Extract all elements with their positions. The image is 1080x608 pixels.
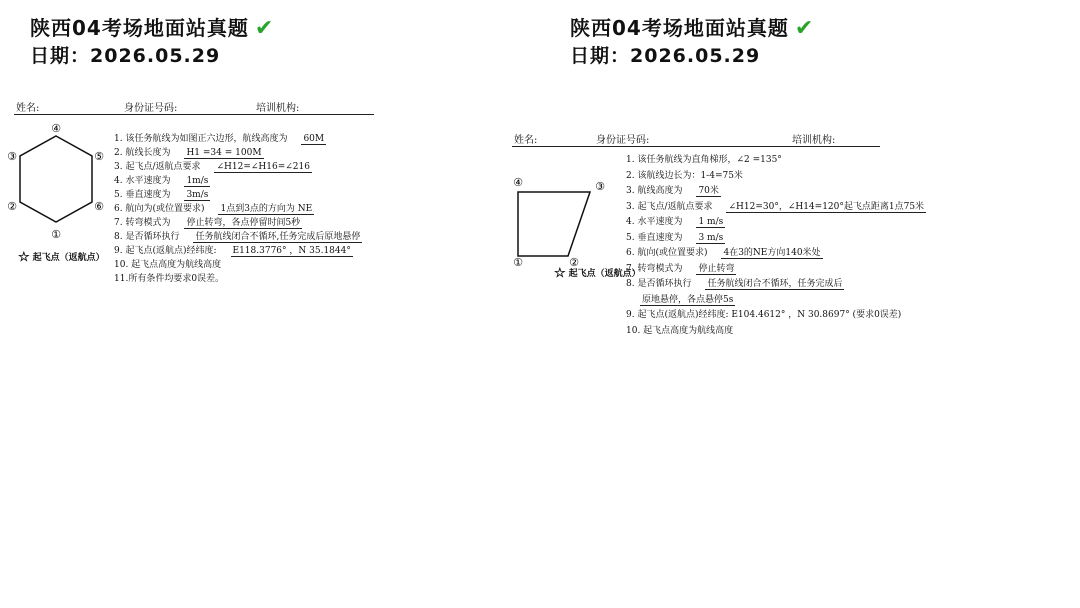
item-value: 60M [303,134,325,144]
item-value: 4在3的NE方向140米处 [723,248,821,258]
item-text: 5. 垂直速度为 [114,190,171,200]
training-org-label: 培训机构: [256,103,300,114]
list-item [626,277,926,293]
list-item [626,262,926,278]
item-text: 2. 该航线边长为：1-4=75米 [626,170,743,181]
point-label-1: ① [51,228,61,241]
list-item [626,324,926,340]
point-label-4: ④ [513,176,523,189]
right-exam-sheet [513,0,1080,608]
point-label-4: ④ [51,122,61,135]
item-text: 9. 起飞点(返航点)经纬度: E104.4612° ，N 30.8697° (要求0误差) [626,310,902,320]
list-item [114,174,362,188]
list-item [114,146,362,160]
item-value: 停止转弯 [698,263,735,274]
hexagon-diagram [0,118,120,242]
item-text: 2. 航线长度为 [114,148,171,158]
list-item [626,184,926,200]
item-text: 6. 航向为(或位置要求) [114,204,205,214]
list-item [626,246,926,262]
item-text: 8. 是否循环执行 [114,232,180,242]
item-value: 任务航线闭合不循环,任务完成后原地悬停 [195,232,361,242]
point-label-2: ② [569,256,579,269]
item-text: 9. 起飞点(返航点)经纬度: [114,246,217,256]
list-item [114,216,362,230]
list-item [626,169,926,185]
item-value: 70米 [698,186,719,196]
item-value: 任务航线闭合不循环，任务完成后 [707,279,843,289]
item-text: 11.所有条件均要求0误差。 [114,274,225,284]
point-label-1: ① [513,256,523,269]
item-value: E118.3776° ，N 35.1844° [232,246,351,256]
item-value: ∠H12=30°，∠H14=120°起飞点距离1点75米 [728,201,925,212]
item-text: 3. 起飞点/返航点要求 [626,201,713,212]
item-text: 4. 水平速度为 [626,217,683,227]
item-text: 1. 该任务航线为直角梯形，∠2 =135° [626,155,782,165]
item-text: 3. 航线高度为 [626,186,683,196]
item-value: 停止转弯，各点停留时间5秒 [186,218,301,228]
requirements-list [626,153,926,339]
list-item [626,293,926,309]
list-item [626,215,926,231]
trapezoid-diagram [510,172,630,270]
item-text: 4. 水平速度为 [114,176,171,186]
id-number-label: 身份证号码: [596,135,650,146]
star-icon: ☆ [554,266,566,281]
page-title: 陕西04考场地面站真题 ✔ [30,16,275,41]
star-icon: ☆ [18,250,30,265]
item-value: H1 =34 = 100M [186,148,262,158]
header-underline [14,114,374,115]
point-label-6: ⑥ [94,200,104,213]
exam-date: 日期：2026.05.29 [30,45,221,67]
item-text: 1. 该任务航线为如图正六边形，航线高度为 [114,134,288,144]
training-org-label: 培训机构: [792,135,836,146]
item-value: 1 m/s [698,217,724,227]
item-value: ∠H12=∠H16=∠216 [216,162,310,172]
name-label: 姓名: [16,103,40,114]
list-item [626,153,926,169]
item-text: 8. 是否循环执行 [626,279,692,289]
item-text: 3. 起飞点/返航点要求 [114,162,201,172]
page-title: 陕西04考场地面站真题 ✔ [570,16,815,41]
list-item [114,272,362,286]
item-value: 3m/s [186,190,209,200]
item-text: 7. 转弯模式为 [114,218,171,228]
name-label: 姓名: [514,135,538,146]
list-item [114,258,362,272]
list-item [626,308,926,324]
list-item [114,188,362,202]
item-text: 6. 航向(或位置要求) [626,248,708,258]
list-item [114,244,362,258]
list-item [114,230,362,244]
requirements-list [114,132,362,286]
item-text: 10. 起飞点高度为航线高度 [626,325,734,336]
list-item [626,231,926,247]
list-item [114,202,362,216]
point-label-3: ③ [7,150,17,163]
checkmark-icon: ✔ [794,16,815,41]
takeoff-point-legend: ☆ 起飞点（返航点） [554,266,641,281]
list-item [114,132,362,146]
item-value: 1点到3点的方向为 NE [220,204,313,214]
header-underline [512,146,880,147]
exam-date: 日期：2026.05.29 [570,45,761,67]
item-value: 原地悬停，各点悬停5s [642,294,734,305]
item-value: 1m/s [186,176,209,186]
item-text: 5. 垂直速度为 [626,232,683,243]
id-number-label: 身份证号码: [124,103,178,114]
point-label-5: ⑤ [94,150,104,163]
item-text: 7. 转弯模式为 [626,263,683,274]
checkmark-icon: ✔ [254,16,275,41]
takeoff-point-legend: ☆ 起飞点（返航点） [18,250,105,265]
list-item [114,160,362,174]
point-label-3: ③ [595,180,605,193]
point-label-2: ② [7,200,17,213]
list-item [626,200,926,216]
item-text: 10. 起飞点高度为航线高度 [114,260,222,270]
item-value: 3 m/s [698,232,724,243]
